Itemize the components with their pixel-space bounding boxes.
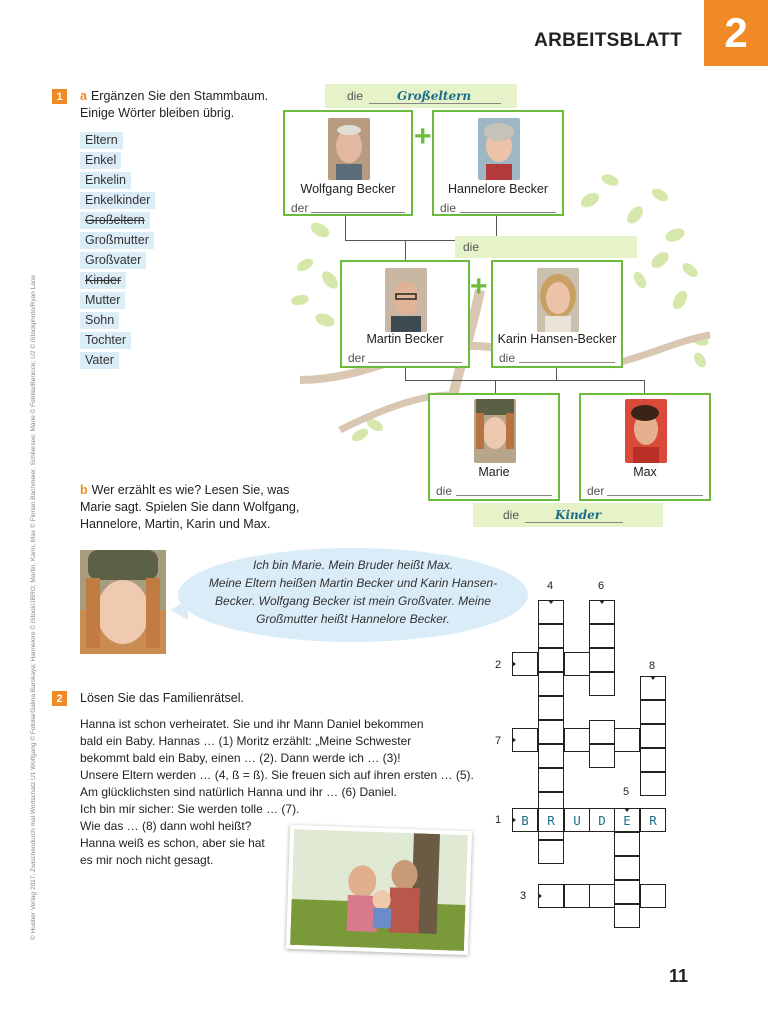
story-line: Am glücklichsten sind natürlich Hanna und ihr … (6) Daniel. [80, 785, 397, 799]
task-1b-letter: b [80, 483, 88, 497]
right-arrow-icon [512, 661, 516, 667]
connector-line [345, 216, 346, 240]
family-card-karin [491, 260, 623, 368]
family-card-martin [340, 260, 470, 368]
bubble-line: Meine Eltern heißen Martin Becker und Karin Hansen- [208, 576, 498, 590]
grandparents-article: die [347, 89, 364, 103]
word-bank-item: Großmutter [80, 232, 154, 249]
task-2-title: Lösen Sie das Familienrätsel. [80, 691, 244, 705]
bubble-line: Becker. Wolfgang Becker ist mein Großvater. Meine [215, 594, 491, 608]
crossword-cell[interactable] [589, 744, 615, 768]
task-1b-line1: Wer erzählt es wie? Lesen Sie, was [91, 483, 290, 497]
bubble-line: Großmutter heißt Hannelore Becker. [256, 612, 450, 626]
wolfgang-name: Wolfgang Becker [300, 182, 396, 196]
max-answer-line[interactable] [607, 495, 703, 496]
word-bank-item: Enkelkinder [80, 192, 155, 209]
crossword-cell[interactable] [564, 652, 590, 676]
task-1b-instruction [80, 482, 320, 533]
crossword-cell-solution[interactable]: D [589, 808, 615, 832]
crossword-cell[interactable] [640, 884, 666, 908]
right-arrow-icon [512, 817, 516, 823]
crossword-number: 6 [598, 580, 605, 592]
martin-photo [385, 268, 427, 332]
word-bank-item: Großvater [80, 252, 146, 269]
connector-line [405, 368, 406, 380]
crossword-cell[interactable] [614, 728, 640, 752]
crossword [480, 580, 700, 940]
image-credits: © Hueber Verlag 2017, Zwischendurch mal Wortschatz U1 Wolfgang © Fotolia/Galina Barskaya; Hannelore © iStock/JBRO; Martin, Karin, Max © Florian Bachmeier, Schliersee; Marie © Fotolia/Benicce; U2 © iStockphoto/Ryan Lane [30, 274, 37, 940]
word-bank-item: Enkel [80, 152, 121, 169]
crossword-cell[interactable] [589, 648, 615, 672]
crossword-number: 3 [520, 890, 527, 902]
connector-line [405, 240, 406, 260]
crossword-cell[interactable] [538, 720, 564, 744]
crossword-cell[interactable] [538, 768, 564, 792]
task-2-number: 2 [52, 691, 67, 706]
task-1a-line2: Einige Wörter bleiben übrig. [80, 106, 235, 120]
wolfgang-photo [328, 118, 370, 180]
crossword-cell[interactable] [538, 744, 564, 768]
down-arrow-icon [624, 808, 630, 812]
martin-name: Martin Becker [366, 332, 444, 346]
word-bank-item: Tochter [80, 332, 131, 349]
parents-label [455, 236, 637, 258]
speech-bubble-text [190, 556, 516, 628]
down-arrow-icon [650, 676, 656, 680]
connector-line [644, 380, 645, 394]
task-1a-instruction [80, 88, 268, 122]
bubble-line: Ich bin Marie. Mein Bruder heißt Max. [252, 558, 454, 572]
karin-article: die [499, 351, 516, 365]
karin-name: Karin Hansen-Becker [497, 332, 617, 346]
right-arrow-icon [538, 893, 542, 899]
task-1a-letter: a [80, 89, 87, 103]
down-arrow-icon [548, 600, 554, 604]
crossword-number: 5 [623, 786, 630, 798]
word-bank-item: Enkelin [80, 172, 131, 189]
story-line: Wie das … (8) dann wohl heißt? [80, 819, 252, 833]
family-card-max [579, 393, 711, 501]
right-arrow-icon [512, 737, 516, 743]
grandparents-answer: Großeltern [369, 89, 501, 104]
task-1b-line3: Hannelore, Martin, Karin und Max. [80, 517, 271, 531]
marie-name: Marie [478, 465, 510, 479]
worksheet-title: ARBEITSBLATT [534, 30, 682, 51]
crossword-cell[interactable] [589, 720, 615, 744]
crossword-cell[interactable] [614, 904, 640, 928]
crossword-cell[interactable] [564, 884, 590, 908]
crossword-number: 4 [547, 580, 554, 592]
word-bank-item-used: Großeltern [80, 212, 150, 229]
word-bank-item-used: Kinder [80, 272, 126, 289]
page-number: 11 [668, 966, 688, 986]
crossword-cell[interactable] [589, 624, 615, 648]
down-arrow-icon [599, 600, 605, 604]
children-answer: Kinder [525, 508, 623, 523]
story-line: bald ein Baby. Hannas … (1) Moritz erzählt: „Meine Schwester [80, 734, 412, 748]
family-card-wolfgang [283, 110, 413, 216]
task-1a-line1: Ergänzen Sie den Stammbaum. [90, 89, 269, 103]
max-photo [625, 399, 667, 463]
crossword-cell[interactable] [614, 856, 640, 880]
crossword-cell[interactable] [614, 832, 640, 856]
crossword-cell[interactable] [589, 884, 615, 908]
word-bank-item: Vater [80, 352, 119, 369]
connector-line [556, 368, 557, 380]
children-article: die [503, 508, 520, 522]
crossword-cell[interactable] [538, 624, 564, 648]
story-line: es mir noch nicht gesagt. [80, 853, 214, 867]
plus-icon: + [470, 270, 488, 303]
connector-line [495, 380, 645, 381]
hannelore-article: die [440, 201, 457, 215]
crossword-cell[interactable] [640, 748, 666, 772]
story-line: Hanna weiß es schon, aber sie hat [80, 836, 265, 850]
crossword-cell[interactable] [538, 648, 564, 672]
chapter-number-tab: 2 [704, 0, 768, 66]
crossword-cell-solution[interactable]: R [640, 808, 666, 832]
crossword-cell[interactable] [640, 724, 666, 748]
task-1-number: 1 [52, 89, 67, 104]
crossword-cell-solution[interactable]: E [614, 808, 640, 832]
max-name: Max [633, 465, 657, 479]
hannelore-photo [478, 118, 520, 180]
crossword-cell-solution[interactable]: U [564, 808, 590, 832]
max-article: der [587, 484, 605, 498]
family-card-hannelore [432, 110, 564, 216]
crossword-number: 7 [495, 735, 502, 747]
hannelore-name: Hannelore Becker [447, 182, 549, 196]
martin-article: der [348, 351, 366, 365]
connector-line [495, 380, 496, 394]
crossword-cell[interactable] [640, 772, 666, 796]
word-bank-item: Eltern [80, 132, 123, 149]
story-line: bekommt bald ein Baby, einen … (2). Dann werde ich … (3)! [80, 751, 401, 765]
word-bank [80, 132, 155, 372]
crossword-cell[interactable] [614, 880, 640, 904]
marie-portrait [80, 550, 166, 654]
karin-photo [537, 268, 579, 332]
crossword-cell-solution[interactable]: B [512, 808, 538, 832]
crossword-cell[interactable] [564, 728, 590, 752]
crossword-cell-solution[interactable]: R [538, 808, 564, 832]
martin-answer-line[interactable] [368, 362, 462, 363]
crossword-number: 1 [495, 814, 502, 826]
story-line: Hanna ist schon verheiratet. Sie und ihr Mann Daniel bekommen [80, 717, 424, 731]
crossword-cell[interactable] [538, 696, 564, 720]
crossword-number: 2 [495, 659, 502, 671]
crossword-number: 8 [649, 660, 656, 672]
story-line: Ich bin mir sicher: Sie werden tolle … (7). [80, 802, 300, 816]
family-photo [286, 825, 472, 955]
grandparents-label [325, 84, 517, 108]
children-label [473, 503, 663, 527]
parents-article: die [463, 240, 480, 254]
speech-bubble-tail [170, 600, 188, 620]
crossword-cell[interactable] [589, 672, 615, 696]
karin-answer-line[interactable] [519, 362, 615, 363]
wolfgang-article: der [291, 201, 309, 215]
wolfgang-answer-line[interactable] [311, 212, 405, 213]
crossword-cell[interactable] [640, 700, 666, 724]
marie-answer-line[interactable] [456, 495, 552, 496]
plus-icon: + [414, 120, 432, 153]
hannelore-answer-line[interactable] [460, 212, 556, 213]
story-line: Unsere Eltern werden … (4, ß = ß). Sie freuen sich auf ihren ersten … (5). [80, 768, 474, 782]
task-1b-line2: Marie sagt. Spielen Sie dann Wolfgang, [80, 500, 300, 514]
word-bank-item: Sohn [80, 312, 119, 329]
marie-article: die [436, 484, 453, 498]
word-bank-item: Mutter [80, 292, 125, 309]
crossword-cell[interactable] [538, 840, 564, 864]
marie-photo [474, 399, 516, 463]
family-card-marie [428, 393, 560, 501]
crossword-cell[interactable] [538, 672, 564, 696]
